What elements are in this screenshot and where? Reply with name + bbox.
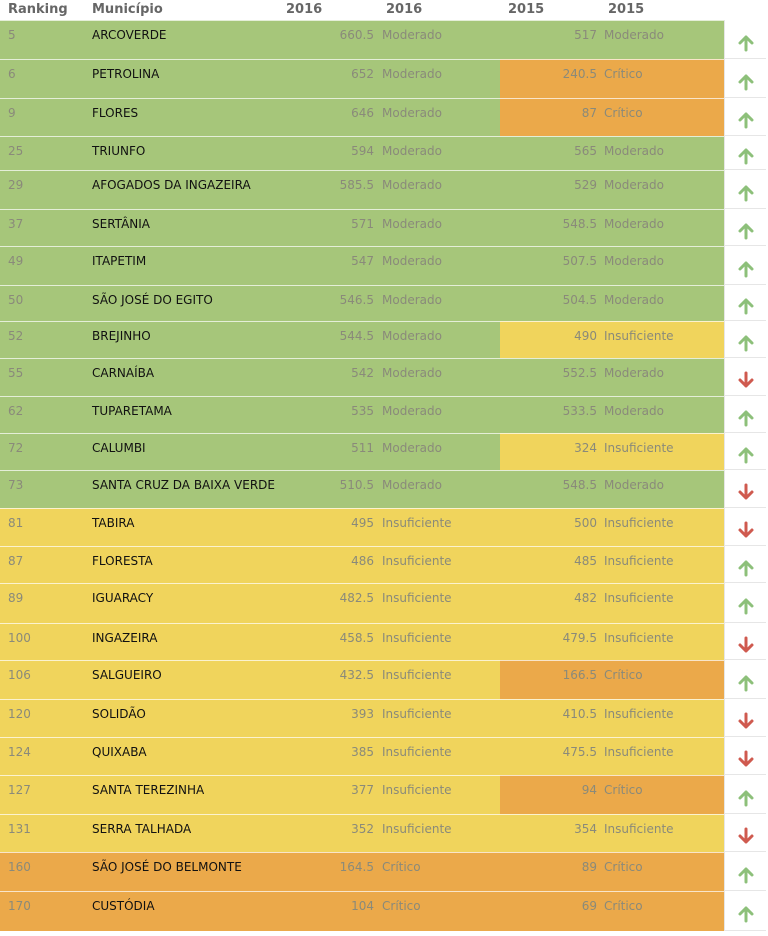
rank-value: 120 — [8, 707, 31, 721]
municipio-name: TUPARETAMA — [92, 404, 172, 418]
class-2015: Crítico — [604, 783, 643, 797]
class-2016: Insuficiente — [382, 668, 452, 682]
table-row — [0, 59, 768, 98]
trend-cell — [724, 508, 766, 546]
score-2016: 585.5 — [339, 178, 374, 192]
score-2016: 486 — [351, 554, 374, 568]
table-row — [0, 285, 768, 321]
header-2016-class: 2016 — [386, 2, 423, 17]
trend-cell — [724, 433, 766, 470]
table-row — [0, 852, 768, 891]
trend-cell — [724, 470, 766, 508]
score-2015: 94 — [581, 783, 597, 797]
class-2015: Insuficiente — [604, 745, 674, 759]
table-row — [0, 170, 768, 209]
municipio-name: CARNAÍBA — [92, 366, 155, 380]
class-2016: Insuficiente — [382, 822, 452, 836]
class-2015: Insuficiente — [604, 591, 674, 605]
class-2015: Crítico — [604, 899, 643, 913]
score-2015: 89 — [581, 860, 597, 874]
arrow-up-icon — [737, 297, 755, 315]
class-2016: Moderado — [382, 329, 442, 343]
score-2015: 504.5 — [562, 293, 597, 307]
table-row — [0, 358, 768, 396]
rank-value: 73 — [8, 478, 24, 492]
score-2015: 548.5 — [562, 217, 597, 231]
rank-value: 5 — [8, 28, 16, 42]
arrow-up-icon — [737, 866, 755, 884]
table-row — [0, 396, 768, 433]
table-row — [0, 20, 768, 59]
class-2016: Moderado — [382, 478, 442, 492]
class-2016: Moderado — [382, 217, 442, 231]
municipio-name: TRIUNFO — [92, 144, 146, 158]
municipio-name: ITAPETIM — [92, 254, 147, 268]
trend-cell — [724, 775, 766, 814]
class-2016: Moderado — [382, 144, 442, 158]
trend-cell — [724, 583, 766, 623]
class-2015: Insuficiente — [604, 822, 674, 836]
class-2016: Moderado — [382, 366, 442, 380]
header-2016-score: 2016 — [286, 2, 323, 17]
score-2015: 565 — [574, 144, 597, 158]
arrow-down-icon — [737, 371, 755, 389]
trend-cell — [724, 358, 766, 396]
trend-cell — [724, 98, 766, 136]
trend-cell — [724, 737, 766, 775]
rank-value: 89 — [8, 591, 24, 605]
arrow-up-icon — [737, 674, 755, 692]
class-2016: Moderado — [382, 404, 442, 418]
arrow-up-icon — [737, 111, 755, 129]
class-2015: Crítico — [604, 860, 643, 874]
arrow-up-icon — [737, 184, 755, 202]
class-2015: Moderado — [604, 254, 664, 268]
table-row — [0, 246, 768, 285]
score-2015: 475.5 — [562, 745, 597, 759]
header-2015-class: 2015 — [608, 2, 645, 17]
arrow-up-icon — [737, 147, 755, 165]
class-2016: Insuficiente — [382, 745, 452, 759]
arrow-up-icon — [737, 446, 755, 464]
trend-cell — [724, 170, 766, 209]
table-row — [0, 508, 768, 546]
arrow-up-icon — [737, 260, 755, 278]
class-2015: Moderado — [604, 28, 664, 42]
score-2016: 511 — [351, 441, 374, 455]
score-2016: 164.5 — [339, 860, 374, 874]
class-2015: Insuficiente — [604, 516, 674, 530]
municipio-name: CALUMBI — [92, 441, 146, 455]
score-2016: 495 — [351, 516, 374, 530]
trend-cell — [724, 814, 766, 852]
class-2016: Moderado — [382, 254, 442, 268]
trend-cell — [724, 546, 766, 583]
arrow-up-icon — [737, 905, 755, 923]
score-2015: 533.5 — [562, 404, 597, 418]
arrow-up-icon — [737, 559, 755, 577]
trend-cell — [724, 623, 766, 660]
rank-value: 170 — [8, 899, 31, 913]
rank-value: 50 — [8, 293, 24, 307]
arrow-up-icon — [737, 222, 755, 240]
class-2015: Moderado — [604, 404, 664, 418]
class-2016: Crítico — [382, 899, 421, 913]
cell-2016-background — [0, 891, 500, 931]
municipio-name: SOLIDÃO — [92, 707, 146, 721]
table-row — [0, 814, 768, 852]
class-2015: Insuficiente — [604, 441, 674, 455]
class-2016: Moderado — [382, 441, 442, 455]
table-row — [0, 98, 768, 136]
rank-value: 72 — [8, 441, 24, 455]
table-row — [0, 136, 768, 170]
class-2015: Crítico — [604, 668, 643, 682]
class-2016: Insuficiente — [382, 707, 452, 721]
municipio-name: INGAZEIRA — [92, 631, 158, 645]
score-2015: 324 — [574, 441, 597, 455]
score-2016: 571 — [351, 217, 374, 231]
arrow-down-icon — [737, 827, 755, 845]
rank-value: 87 — [8, 554, 24, 568]
score-2015: 166.5 — [562, 668, 597, 682]
municipio-name: SANTA TEREZINHA — [92, 783, 205, 797]
score-2016: 646 — [351, 106, 374, 120]
rank-value: 127 — [8, 783, 31, 797]
header-2015-score: 2015 — [508, 2, 545, 17]
trend-cell — [724, 321, 766, 358]
municipio-name: QUIXABA — [92, 745, 147, 759]
rank-value: 49 — [8, 254, 24, 268]
class-2016: Crítico — [382, 860, 421, 874]
score-2016: 385 — [351, 745, 374, 759]
rank-value: 55 — [8, 366, 24, 380]
table-row — [0, 209, 768, 246]
rank-value: 106 — [8, 668, 31, 682]
rank-value: 37 — [8, 217, 24, 231]
score-2016: 482.5 — [339, 591, 374, 605]
class-2016: Insuficiente — [382, 516, 452, 530]
table-row — [0, 583, 768, 623]
table-row — [0, 321, 768, 358]
score-2016: 542 — [351, 366, 374, 380]
municipio-name: SÃO JOSÉ DO EGITO — [92, 293, 213, 307]
score-2015: 69 — [581, 899, 597, 913]
score-2015: 500 — [574, 516, 597, 530]
score-2016: 535 — [351, 404, 374, 418]
arrow-down-icon — [737, 483, 755, 501]
table-row — [0, 660, 768, 699]
trend-cell — [724, 136, 766, 170]
municipio-name: ARCOVERDE — [92, 28, 167, 42]
trend-cell — [724, 246, 766, 285]
municipio-name: AFOGADOS DA INGAZEIRA — [92, 178, 251, 192]
table-row — [0, 433, 768, 470]
trend-cell — [724, 660, 766, 699]
score-2016: 652 — [351, 67, 374, 81]
arrow-up-icon — [737, 597, 755, 615]
municipio-name: FLORES — [92, 106, 139, 120]
header-ranking: Ranking — [8, 2, 68, 17]
table-row — [0, 699, 768, 737]
arrow-up-icon — [737, 334, 755, 352]
trend-cell — [724, 891, 766, 931]
score-2015: 479.5 — [562, 631, 597, 645]
class-2016: Insuficiente — [382, 631, 452, 645]
rank-value: 100 — [8, 631, 31, 645]
score-2016: 458.5 — [339, 631, 374, 645]
class-2015: Moderado — [604, 144, 664, 158]
arrow-down-icon — [737, 636, 755, 654]
arrow-up-icon — [737, 789, 755, 807]
class-2015: Crítico — [604, 106, 643, 120]
score-2015: 240.5 — [562, 67, 597, 81]
arrow-up-icon — [737, 409, 755, 427]
score-2016: 660.5 — [339, 28, 374, 42]
rank-value: 25 — [8, 144, 24, 158]
score-2015: 529 — [574, 178, 597, 192]
class-2015: Moderado — [604, 217, 664, 231]
class-2015: Insuficiente — [604, 329, 674, 343]
table-row — [0, 470, 768, 508]
class-2015: Moderado — [604, 293, 664, 307]
arrow-up-icon — [737, 73, 755, 91]
score-2016: 432.5 — [339, 668, 374, 682]
class-2016: Insuficiente — [382, 783, 452, 797]
municipio-name: SANTA CRUZ DA BAIXA VERDE — [92, 478, 275, 492]
trend-cell — [724, 59, 766, 98]
score-2015: 485 — [574, 554, 597, 568]
score-2015: 354 — [574, 822, 597, 836]
class-2016: Moderado — [382, 67, 442, 81]
cell-2016-background — [0, 852, 500, 891]
score-2016: 104 — [351, 899, 374, 913]
arrow-down-icon — [737, 712, 755, 730]
arrow-up-icon — [737, 34, 755, 52]
score-2015: 548.5 — [562, 478, 597, 492]
class-2016: Moderado — [382, 178, 442, 192]
score-2015: 517 — [574, 28, 597, 42]
table-row — [0, 737, 768, 775]
rank-value: 124 — [8, 745, 31, 759]
rank-value: 62 — [8, 404, 24, 418]
municipio-name: SERTÂNIA — [92, 217, 150, 231]
arrow-down-icon — [737, 521, 755, 539]
score-2016: 377 — [351, 783, 374, 797]
score-2016: 546.5 — [339, 293, 374, 307]
class-2015: Moderado — [604, 478, 664, 492]
class-2016: Moderado — [382, 106, 442, 120]
table-row — [0, 623, 768, 660]
trend-cell — [724, 699, 766, 737]
class-2015: Insuficiente — [604, 707, 674, 721]
arrow-down-icon — [737, 750, 755, 768]
class-2016: Moderado — [382, 293, 442, 307]
class-2016: Insuficiente — [382, 591, 452, 605]
municipio-name: FLORESTA — [92, 554, 153, 568]
municipio-name: BREJINHO — [92, 329, 151, 343]
trend-cell — [724, 20, 766, 59]
score-2016: 510.5 — [339, 478, 374, 492]
class-2016: Insuficiente — [382, 554, 452, 568]
score-2015: 490 — [574, 329, 597, 343]
municipio-name: PETROLINA — [92, 67, 160, 81]
class-2015: Insuficiente — [604, 554, 674, 568]
trend-cell — [724, 209, 766, 246]
score-2016: 547 — [351, 254, 374, 268]
municipio-name: SÃO JOSÉ DO BELMONTE — [92, 860, 242, 874]
score-2015: 87 — [581, 106, 597, 120]
municipio-name: IGUARACY — [92, 591, 154, 605]
score-2016: 544.5 — [339, 329, 374, 343]
rank-value: 52 — [8, 329, 24, 343]
municipio-name: SERRA TALHADA — [92, 822, 192, 836]
score-2016: 594 — [351, 144, 374, 158]
municipio-name: TABIRA — [92, 516, 135, 530]
class-2015: Moderado — [604, 366, 664, 380]
rank-value: 81 — [8, 516, 24, 530]
trend-cell — [724, 396, 766, 433]
municipio-name: SALGUEIRO — [92, 668, 162, 682]
score-2016: 352 — [351, 822, 374, 836]
rank-value: 9 — [8, 106, 16, 120]
class-2016: Moderado — [382, 28, 442, 42]
rank-value: 131 — [8, 822, 31, 836]
trend-cell — [724, 285, 766, 321]
header-municipio: Município — [92, 2, 163, 17]
score-2016: 393 — [351, 707, 374, 721]
trend-cell — [724, 852, 766, 891]
score-2015: 482 — [574, 591, 597, 605]
municipio-name: CUSTÓDIA — [92, 899, 155, 913]
table-row — [0, 775, 768, 814]
rank-value: 6 — [8, 67, 16, 81]
class-2015: Moderado — [604, 178, 664, 192]
table-row — [0, 546, 768, 583]
score-2015: 552.5 — [562, 366, 597, 380]
table-row — [0, 891, 768, 931]
rank-value: 29 — [8, 178, 24, 192]
class-2015: Crítico — [604, 67, 643, 81]
score-2015: 410.5 — [562, 707, 597, 721]
rank-value: 160 — [8, 860, 31, 874]
class-2015: Insuficiente — [604, 631, 674, 645]
score-2015: 507.5 — [562, 254, 597, 268]
